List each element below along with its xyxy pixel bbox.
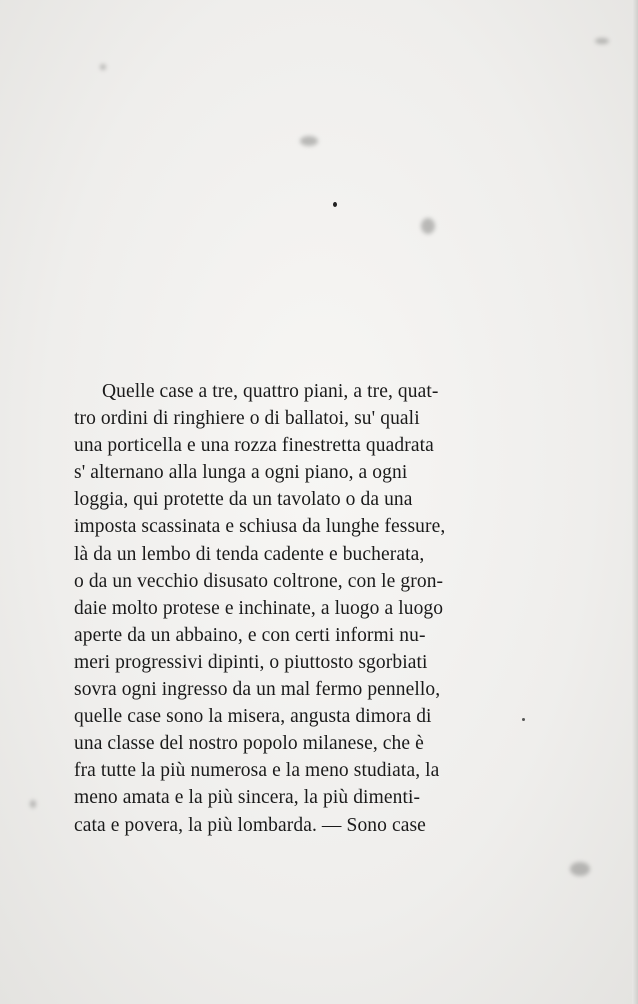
paper-stain: [595, 38, 609, 44]
text-line-13: quelle case sono la misera, angusta dimora di: [74, 706, 432, 728]
ink-dot: [522, 718, 525, 721]
text-line-8: o da un vecchio disusato coltrone, con le gron-: [74, 570, 444, 592]
text-line-9: daie molto protese e inchinate, a luogo a luogo: [74, 597, 444, 619]
text-line-6: imposta scassinata e schiusa da lunghe fessure,: [74, 516, 446, 538]
paper-stain: [300, 136, 318, 146]
text-line-16: meno amata e la più sincera, la più dimenti-: [74, 787, 421, 809]
text-line-3: una porticella e una rozza finestretta quadrata: [74, 435, 434, 457]
paper-stain: [570, 862, 590, 876]
ink-dot: [333, 202, 337, 207]
text-line-14: una classe del nostro popolo milanese, che è: [74, 733, 424, 755]
text-line-12: sovra ogni ingresso da un mal fermo pennello,: [74, 679, 441, 701]
text-line-10: aperte da un abbaino, e con certi informi nu-: [74, 624, 426, 646]
text-line-11: meri progressivi dipinti, o piuttosto sgorbiati: [74, 651, 428, 673]
paper-stain: [30, 800, 36, 808]
paper-stain: [421, 218, 435, 234]
text-line-7: là da un lembo di tenda cadente e bucherata,: [74, 543, 425, 565]
text-line-4: s' alternano alla lunga a ogni piano, a ogni: [74, 462, 408, 484]
text-line-2: tro ordini di ringhiere o di ballatoi, su' quali: [74, 408, 420, 430]
text-line-17: cata e povera, la più lombarda. — Sono case: [74, 814, 426, 836]
text-line-1: Quelle case a tre, quattro piani, a tre, quat-: [102, 381, 439, 402]
body-text: [74, 378, 498, 839]
text-line-5: loggia, qui protette da un tavolato o da una: [74, 489, 413, 511]
text-line-15: fra tutte la più numerosa e la meno studiata, la: [74, 760, 440, 782]
page-edge-shadow: [632, 0, 638, 1004]
paper-stain: [100, 64, 106, 70]
